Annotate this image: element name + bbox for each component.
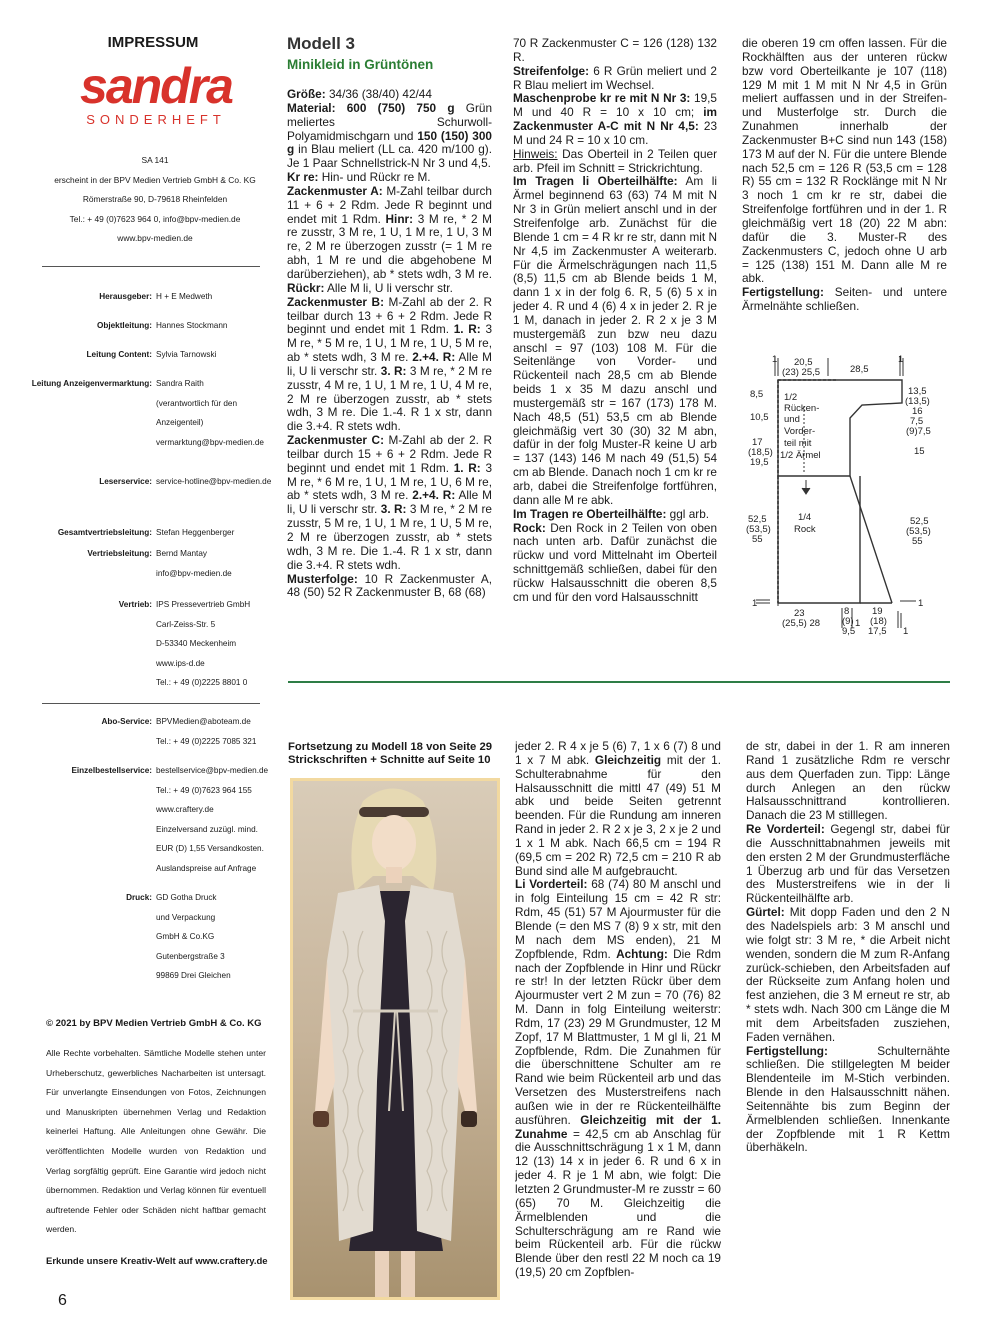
label-leitung-content: Leitung Content: bbox=[86, 350, 152, 359]
label-run: Fertigstellung: bbox=[746, 1043, 828, 1058]
paragraph bbox=[287, 296, 492, 434]
label-upper-5: teil mit bbox=[784, 438, 812, 449]
phone-line: Tel.: + 49 (0)7623 964 0, info@bpv-medien.de bbox=[69, 213, 241, 224]
label-run: Musterfolge: bbox=[287, 571, 358, 586]
label-run: Kr re: bbox=[287, 170, 319, 185]
dim-left-5: 19,5 bbox=[750, 457, 769, 468]
dim-left-2: 10,5 bbox=[750, 412, 769, 423]
label-run: Fertigstellung: bbox=[742, 285, 824, 300]
text-run: M-Zahl ab der 2. R teilbar durch 15 + 6 + 2 Rdm. Jede R beginnt und endet mit 1 Rdm. bbox=[287, 433, 492, 475]
label-run: Zackenmuster C: bbox=[287, 433, 384, 448]
issue-code: SA 141 bbox=[141, 155, 169, 165]
label-rock-2: Rock bbox=[794, 524, 816, 535]
label-anzeigen: Leitung Anzeigenvermarktung: bbox=[31, 379, 152, 388]
text-run: ggl arb. bbox=[666, 506, 710, 521]
paragraph bbox=[513, 37, 717, 65]
schnitt-svg bbox=[742, 348, 952, 643]
text-run: Gegengl str, dabei für die Ausschnittabnahmen jeweils mit den ersten 2 M der Grundmusterfläche 1 Überzug arb und für das Versetzen des Musterstreifens wie in der li Rückenteilhälfte arb. bbox=[746, 822, 950, 906]
dim-bottom-8: 17,5 bbox=[868, 626, 887, 637]
impressum-title: IMPRESSUM bbox=[107, 34, 199, 51]
label-rock-1: 1/4 bbox=[798, 512, 812, 523]
paragraph bbox=[513, 522, 717, 605]
impressum-vertrieb bbox=[40, 527, 270, 697]
text-run: 70 R Zackenmuster C = 126 (128) 132 R. bbox=[513, 37, 717, 64]
label-run: Streifenfolge: bbox=[513, 63, 590, 78]
label-run: Im Tragen li Oberteilhälfte: bbox=[513, 174, 678, 189]
tick-label: 1 bbox=[903, 626, 909, 637]
copyright: © 2021 by BPV Medien Vertrieb GmbH & Co. KG bbox=[46, 1018, 262, 1029]
label-gesamtvertrieb: Gesamtvertriebsleitung: bbox=[57, 528, 152, 537]
label-run: Rock: bbox=[513, 520, 546, 535]
label-run: Hinweis: bbox=[513, 146, 558, 161]
schnitt-diagram bbox=[742, 348, 952, 643]
value-gesamtvertrieb: Stefan Heggenberger bbox=[156, 528, 235, 537]
dim-bottom-6: 19 bbox=[872, 606, 883, 617]
text-run: Grün meliertes Schurwoll-Polyamidmischgarn und bbox=[287, 100, 492, 143]
label-upper-6: 1/2 Ärmel bbox=[780, 450, 821, 461]
label-run: Hinr: bbox=[385, 211, 414, 226]
fortsetzung-line: Fortsetzung zu Modell 18 von Seite 29 bbox=[288, 741, 493, 753]
publisher-info bbox=[40, 154, 270, 252]
value-einzelbestell: bestellservice@bpv-medien.de Tel.: + 49 (0)7623 964 155 www.craftery.de Einzelversand zuzügl. mind. EUR (D) 1,55 Versandkosten. Auslandspreise auf Anfrage bbox=[156, 766, 269, 873]
paragraph bbox=[513, 65, 717, 93]
value-vertriebsleitung: Bernd Mantay info@bpv-medien.de bbox=[156, 549, 232, 578]
label-run: 3. R: bbox=[380, 502, 407, 517]
tick-label: 1 bbox=[752, 598, 758, 609]
modell3-column-2 bbox=[513, 37, 717, 637]
label-run: Re Vorderteil: bbox=[746, 822, 825, 837]
modell3-column-3 bbox=[742, 37, 947, 337]
label-run: Gürtel: bbox=[746, 905, 785, 920]
dim-left-4: (18,5) bbox=[748, 447, 773, 458]
impressum-service bbox=[40, 716, 270, 986]
modell3-title: Modell 3 bbox=[287, 34, 356, 53]
dim-left-8: 55 bbox=[752, 534, 763, 545]
tick-label: 1 bbox=[855, 618, 861, 629]
label-run: 150 (150) 300 g bbox=[287, 128, 492, 157]
dim-bottom-2: (25,5) 28 bbox=[782, 618, 821, 629]
paragraph bbox=[287, 573, 492, 601]
tick-label: 1 bbox=[898, 354, 904, 365]
paragraph bbox=[746, 823, 950, 906]
text-run: 23 M und 24 R = 10 x 10 cm. bbox=[513, 119, 717, 147]
text-run: M-Zahl teilbar durch 11 + 6 + 2 Rdm. Jede R beginnt und endet mit 1 Rdm. bbox=[287, 183, 492, 226]
paragraph bbox=[287, 102, 492, 171]
paragraph bbox=[742, 286, 947, 314]
divider bbox=[42, 703, 260, 704]
label-run: Im Tragen re Oberteilhälfte: bbox=[513, 506, 667, 521]
text-run: mit der 1. Schulterabnahme für den Halsausschnitt die mittl 47 (49) 51 M abk und beide Seiten getrennt beenden. Für die Rundung am inneren Rand in jeder 2. R 2 x je 3, 2 x je 2 und 1 x 1 M abk. Nach 66,5 cm = 194 R (69,5 cm = 202 R) 72,5 cm = 210 R ab Bund sind alle M aufgebraucht. bbox=[515, 752, 721, 878]
text-run: M-Zahl ab der 2. R teilbar durch 13 + 6 + 2 Rdm. Jede R beginnt und endet mit 1 Rdm. bbox=[287, 294, 492, 337]
text-run: jeder 2. R 4 x je 5 (6) 7, 1 x 6 (7) 8 und 1 x 7 M abk. bbox=[515, 740, 721, 767]
label-objektleitung: Objektleitung: bbox=[96, 321, 152, 330]
paragraph bbox=[746, 906, 950, 1044]
logo-main-text: sandra bbox=[80, 58, 232, 114]
text-run: die oberen 19 cm offen lassen. Für die Rockhälften aus der unteren rückw bzw vord Oberteilkante je 107 (118) 129 M mit 1 M mit N Nr 4,5 in Grün meliert auffassen und in der Streifen- und Musterfolge str. Durch die Zunahmen innerhalb der Zackenmuster B+C sind nun 143 (158) 173 M auf der N. Für die untere Blende nach 52,5 cm = 126 R (53,5 cm = 128 R) 55 cm = 132 R Rocklänge mit N Nr 3 noch 1 cm kr re str, dabei die Streifenfolge fortführen und in der 1. R gleichmäßig vert 18 (20) 22 M abn: dafür die 3. Muster-R des Zackenmusters C, jedoch ohne U arb = 125 (138) 151 M. Dann alle M re abk. bbox=[742, 37, 947, 286]
paragraph bbox=[287, 171, 492, 185]
text-run: Alle M li, U li verschr str. bbox=[287, 488, 492, 517]
value-objektleitung: Hannes Stockmann bbox=[156, 321, 228, 330]
dim-right-9: 55 bbox=[912, 536, 923, 547]
dim-bottom-4: (9) bbox=[842, 616, 854, 627]
address-line: Römerstraße 90, D-79618 Rheinfelden bbox=[82, 194, 228, 204]
dim-right-4: 7,5 bbox=[910, 416, 924, 427]
dim-left-1: 8,5 bbox=[750, 389, 764, 400]
label-run: Gleichzeitig bbox=[594, 752, 662, 767]
label-leserservice: Leserservice: bbox=[99, 477, 152, 486]
rights-notice: Alle Rechte vorbehalten. Sämtliche Modelle stehen unter Urheberschutz, gewerbliches Nacharbeiten ist untersagt. Für unverlangte Einsendungen von Fotos, Zeichnungen und Manuskripten übernehmen Verlag und Redaktion keinerlei Haftung. Alle Anleitungen ohne Gewähr. Die veröffentlichten Modelle wurden von Redaktion und Verlag sorgfältig geprüft. Eine Garantie wird jedoch nicht übernommen. Redaktion und Verlag können für eventuell auftretende Fehler oder Schäden nicht haftbar gemacht werden. bbox=[46, 1048, 266, 1235]
value-leitung-content: Sylvia Tarnowski bbox=[156, 350, 217, 359]
text-run: 3 M re, * 2 M re zusstr, 5 M re, 1 U, 1 M re, 1 U, 5 M re, 2 M re überzogen zusstr, ab * stets wdh, 3 M re. Die 1.-4. R 1 x str, dann die 3.+4. R stets wdh. bbox=[287, 502, 492, 572]
impressum-staff bbox=[31, 291, 272, 501]
dim-right-8: (53,5) bbox=[906, 526, 931, 537]
label-upper-1: 1/2 bbox=[784, 392, 798, 403]
label-run: Achtung: bbox=[616, 946, 668, 961]
text-run: 3 M re, * 2 M re zusstr, 4 M re, 1 U, 1 M re, 1 U, 4 M re, 2 M re überzogen zusstr, ab * stets wdh, 3 M re. Die 1.-4. R 1 x str, dann die 3.+4. R stets wdh. bbox=[287, 363, 492, 434]
modell18-column-3 bbox=[746, 740, 950, 1170]
publisher-line: erscheint in der BPV Medien Vertrieb GmbH & Co. KG bbox=[54, 174, 256, 185]
modell3-text bbox=[287, 88, 492, 600]
modell3-subtitle: Minikleid in Grüntönen bbox=[287, 57, 434, 72]
modell18-header bbox=[288, 741, 498, 767]
label-run: Maschenprobe kr re mit N Nr 3: bbox=[513, 91, 691, 106]
value-vertrieb: IPS Pressevertrieb GmbH Carl-Zeiss-Str. 5 D-53340 Meckenheim www.ips-d.de Tel.: + 49 (0)2225 8801 0 bbox=[156, 600, 251, 688]
text-run: 19,5 M und 40 R = 10 x 10 cm; bbox=[513, 91, 717, 120]
modell3-column-1 bbox=[287, 34, 492, 634]
paragraph bbox=[746, 1045, 950, 1156]
label-run: 1. R: bbox=[453, 460, 481, 475]
label-run: Material: 600 (750) 750 g bbox=[287, 100, 455, 115]
modell18-column-2 bbox=[515, 740, 721, 1300]
text-run: 68 (74) 80 M anschl und in folg Einteilung 15 cm = 42 R str: Rdm, 45 (51) 57 M Ajourmuster für die Blende (= den MS 7 (8) 9 x str, mit den M nach dem MS enden), 21 M Zopfblende, Rdm. bbox=[515, 877, 721, 961]
text-run: 3 M re, * 6 M re, 1 U, 1 M re, 1 U, 6 M re, ab * stets wdh, 3 M re. bbox=[287, 460, 492, 503]
label-run: Größe: bbox=[287, 87, 326, 101]
paragraph bbox=[742, 37, 947, 286]
paragraph bbox=[287, 185, 492, 296]
text-run: 34/36 (38/40) 42/44 bbox=[325, 87, 432, 101]
label-vertrieb: Vertrieb: bbox=[118, 600, 152, 609]
page-number: 6 bbox=[58, 1292, 67, 1309]
text-run: Schulternähte schließen. Die stillgelegten M beider Blendenteile im M-Stich verbinden. Blende in den Halsausschnitt nähen. Seitennähte bis zum Beginn der Ärmelblenden schließen. Innenkante der Zopfblende mit 1 R Kettm überhäkeln. bbox=[746, 1043, 950, 1155]
text-run: Den Rock in 2 Teilen von oben nach unten arb. Dafür zunächst die rückw und vord Mittelnaht im Oberteil schnittgemäß schließen, dabei für den rückw Halsausschnitt die oberen 8,5 cm und für den vord Halsausschnitt bbox=[513, 520, 717, 604]
dim-right-1: 13,5 bbox=[908, 386, 927, 397]
text-run: Das Oberteil in 2 Teilen quer arb. Pfeil im Schnitt = Strickrichtung. bbox=[513, 146, 717, 175]
label-upper-4: Vorder- bbox=[784, 426, 816, 437]
text-run: Am li Ärmel beginnend 63 (63) 74 M mit N Nr 3 in Grün meliert anschl und in der Streifenfolge arb. Zunächst für die Blende 1 cm = 4 R kr re str, dann mit N Nr 4,5 im Zackenmuster A weiterarb. Für die Ärmelschrägungen nach 11,5 (8,5) 11,5 cm ab Blende beids 1 M, dann 1 x in der folg 6. R, 5 (6) 5 x in jeder 4. R und 4 (6) 4 x in jeder 2. R je 1 M, danach in jeder 2. R 2 x je 3 M mustergemäß zun bzw neu dazu anschl = 97 (103) 108 M. Für die Seitenlänge von Vorder- und Rückenteil nach 28,5 cm ab Blende beids 1 x 35 M dazu anschl und mustergemäß str = 167 (173) 178 M. Nach 48,5 (51) 53,5 cm ab Blende gleichmäßig vert 30 (30) 32 M abn, dafür in der folg Muster-R keine U arb = 137 (143) 146 M nach 49 (51,5) 54 cm ab Blende. Danach noch 1 cm kr re arb, dabei die Streifenfolge fortführen, dann alle M re abk. bbox=[513, 174, 717, 507]
text-run: Alle M li, U li verschr str. bbox=[324, 280, 453, 295]
text-run: Hin- und Rückr re M. bbox=[318, 170, 431, 185]
label-run: Li Vorderteil: bbox=[515, 877, 588, 892]
paragraph bbox=[513, 175, 717, 507]
value-leserservice[interactable]: service-hotline@bpv-medien.de bbox=[156, 477, 272, 486]
value-druck: GD Gotha Druck und Verpackung GmbH & Co.KG Gutenbergstraße 3 99869 Drei Gleichen bbox=[156, 893, 231, 981]
dim-right-6: 15 bbox=[914, 446, 925, 457]
text-run: = 42,5 cm ab Anschlag für die Ausschnittschrägung 1 x 1 M, dann 12 (13) 14 x in jeder 6. R und 6 x in jeder 4. R je 1 M abn, wie folgt: Die letzten 2 Grundmuster-M re zusstr = 60 (65) 70 M. Gleichzeitig die Ärmelblenden und die Schulterschrägung am re Rand wie beim Rückenteil arb. Für die rückw Blende über den restl 22 M noch ca 19 (19,5) 20 cm Zopfblen- bbox=[515, 1126, 721, 1280]
label-run: 2.+4. R: bbox=[412, 488, 456, 503]
label-run: 1. R: bbox=[453, 322, 481, 337]
model-photo-illustration bbox=[293, 781, 497, 1297]
text-run: de str, dabei in der 1. R am inneren Rand 1 zusätzliche Rdm re verschr aus dem Querfaden zun. Tipp: Länge durch Anlegen an den rückw Halsausschnittrand kontrollieren. Danach die 23 M stilllegen. bbox=[746, 740, 950, 823]
paragraph bbox=[513, 148, 717, 176]
label-run: 3. R: bbox=[380, 363, 407, 378]
dim-top-2: (23) 25,5 bbox=[782, 367, 821, 378]
dim-top-3: 28,5 bbox=[850, 364, 869, 375]
strickschriften-line: Strickschriften + Schnitte auf Seite 10 bbox=[288, 754, 491, 766]
paragraph bbox=[515, 878, 721, 1279]
dim-left-7: (53,5) bbox=[746, 524, 771, 535]
text-run: Seiten- und untere Ärmelnähte schließen. bbox=[742, 285, 947, 314]
label-run: Zackenmuster A: bbox=[287, 183, 383, 198]
dim-bottom-1: 23 bbox=[794, 608, 805, 619]
label-einzelbestell: Einzelbestellservice: bbox=[71, 766, 152, 775]
label-run: Rückr: bbox=[287, 280, 325, 295]
paragraph bbox=[515, 740, 721, 878]
text-run: 10 R Zackenmuster A, 48 (50) 52 R Zackenmuster B, 68 (68) bbox=[287, 571, 492, 600]
paragraph bbox=[287, 88, 492, 102]
website-line[interactable]: www.bpv-medien.de bbox=[117, 233, 193, 243]
value-herausgeber: H + E Medweth bbox=[156, 292, 213, 301]
text-run: 3 M re, * 5 M re, 1 U, 1 M re, 1 U, 5 M re, ab * stets wdh, 3 M re. bbox=[287, 322, 492, 365]
text-run: Mit dopp Faden und den 2 N des Nadelspiels arb: 3 M anschl und wie folgt str: 3 M re, * die Arbeit nicht wenden, sondern die M zum R-Anfang zurück-schieben, den Arbeitsfaden auf der Rückseite zum Anfang holen und fest anziehen, die 3 M erneut re str, ab * stets wdh. Nach 300 cm Länge die M mit dem Arbeitsfaden zusziehen, Faden vernähen. bbox=[746, 905, 950, 1044]
label-druck: Druck: bbox=[126, 893, 152, 902]
label-abo: Abo-Service: bbox=[101, 717, 152, 726]
dim-right-5: (9)7,5 bbox=[906, 426, 931, 437]
dim-right-7: 52,5 bbox=[910, 516, 929, 527]
tick-label: 1 bbox=[918, 598, 924, 609]
paragraph bbox=[287, 434, 492, 572]
label-run: im Zackenmuster A-C mit N Nr 4,5: bbox=[513, 105, 717, 134]
label-vertriebsleitung: Vertriebsleitung: bbox=[87, 549, 152, 558]
dim-left-3: 17 bbox=[752, 437, 763, 448]
dim-right-2: (13,5) bbox=[905, 396, 930, 407]
label-run: Gleichzeitig mit der 1. Zunahme bbox=[515, 1112, 721, 1141]
divider bbox=[42, 266, 260, 267]
model-photo bbox=[290, 778, 500, 1300]
craftery-link[interactable]: Erkunde unsere Kreativ-Welt auf www.craftery.de bbox=[46, 1256, 268, 1267]
label-herausgeber: Herausgeber: bbox=[99, 292, 152, 301]
sandra-logo bbox=[66, 58, 246, 127]
dim-right-3: 16 bbox=[912, 406, 923, 417]
dim-bottom-5: 9,5 bbox=[842, 626, 856, 637]
label-upper-3: und bbox=[784, 414, 800, 425]
tick-label: 1 bbox=[772, 354, 778, 365]
logo-sub-text: SONDERHEFT bbox=[86, 112, 226, 127]
value-anzeigen: Sandra Raith (verantwortlich für den Anzeigenteil) vermarktung@bpv-medien.de bbox=[156, 379, 264, 447]
value-abo: BPVMedien@aboteam.de Tel.: + 49 (0)2225 7085 321 bbox=[156, 717, 257, 746]
dim-bottom-3: 8 bbox=[844, 606, 850, 617]
text-run: Die Rdm nach der Zopfblende in Hinr und Rückr re str! In der letzten Rückr über dem Ajourmuster vert 2 M zun = 70 (76) 82 M. Dann in folg Einteilung weiterstr: Rdm, 17 (23) 29 M Grundmuster, 12 M Zopf, 17 M Blattmuster, 1 M gl li, 21 M Zopfblende, Rdm. Die Zunahmen für die überschnittene Schulter am re Rand wie beim Rückenteil arb und das Versetzen des Musterstreifens nach außen wie in der re Rückenteilhälfte ausführen. bbox=[515, 946, 721, 1127]
paragraph bbox=[746, 740, 950, 823]
label-upper-2: Rücken- bbox=[784, 403, 820, 414]
dim-top-1: 20,5 bbox=[794, 357, 813, 368]
label-run: 2.+4. R: bbox=[412, 350, 456, 365]
label-run: Zackenmuster B: bbox=[287, 294, 384, 309]
text-run: Alle M li, U li verschr str. bbox=[287, 350, 492, 378]
section-divider bbox=[288, 681, 950, 683]
paragraph bbox=[513, 508, 717, 522]
dim-bottom-7: (18) bbox=[870, 616, 887, 627]
text-run: 3 M re, * 2 M re zusstr, 3 M re, 1 U, 1 M re, 1 U, 3 M re, 2 M re überzogen zusstr (= 1 M re abh, 1 M re und die abgehobene M darüberziehen), ab * stets wdh, 3 M re. bbox=[287, 211, 492, 281]
text-run: in Blau meliert (LL ca. 420 m/100 g). Je 1 Paar Schnellstrick-N Nr 3 und 4,5. bbox=[287, 142, 492, 171]
text-run: 6 R Grün meliert und 2 R Blau meliert im Wechsel. bbox=[513, 63, 717, 92]
dim-left-6: 52,5 bbox=[748, 514, 767, 525]
paragraph bbox=[513, 92, 717, 147]
